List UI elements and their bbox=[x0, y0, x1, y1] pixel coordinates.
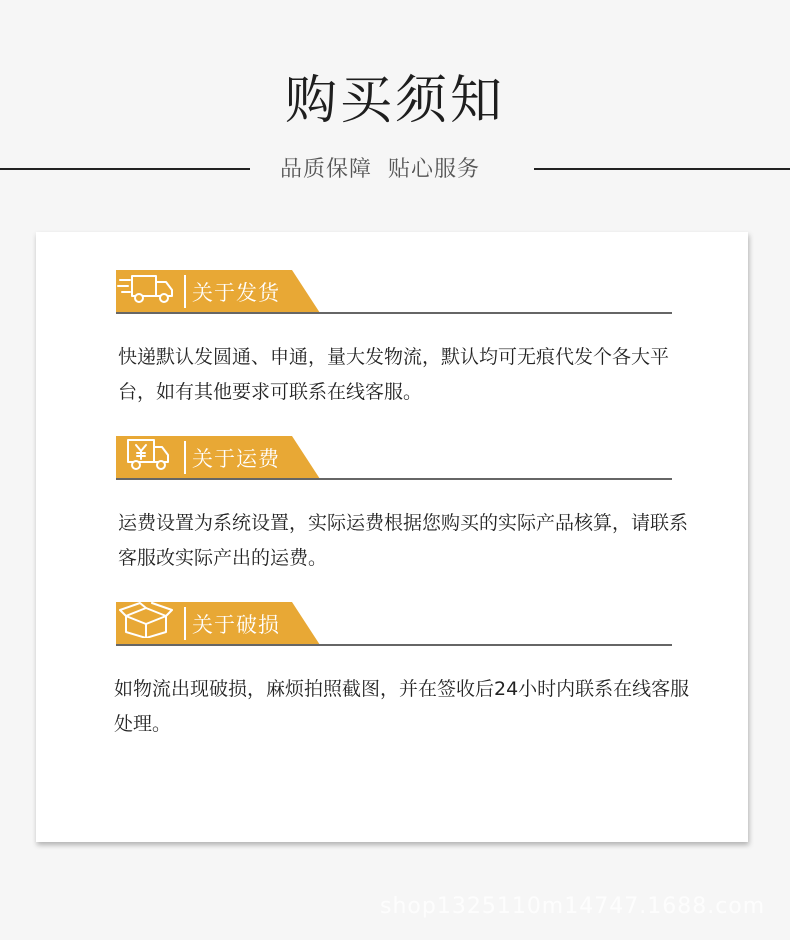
shipping-cost-truck-icon bbox=[116, 436, 176, 472]
section-underline bbox=[116, 478, 672, 480]
subtitle-right-rule bbox=[534, 168, 790, 170]
page-subtitle: 品质保障 贴心服务 bbox=[280, 157, 480, 182]
damaged-box-icon bbox=[116, 602, 176, 638]
section-body: 运费设置为系统设置，实际运费根据您购买的实际产品核算，请联系客服改实际产出的运费。 bbox=[118, 512, 689, 569]
section-header bbox=[116, 602, 672, 646]
section-body: 快递默认发圆通、申通，量大发物流，默认均可无痕代发个各大平台，如有其他要求可联系在线客服。 bbox=[118, 346, 670, 403]
section-header bbox=[116, 270, 672, 314]
section-badge bbox=[116, 270, 320, 313]
section-underline bbox=[116, 644, 672, 646]
badge-divider bbox=[184, 275, 186, 308]
section-title: 关于发货 bbox=[192, 281, 280, 305]
section-badge bbox=[116, 436, 320, 479]
section-title: 关于破损 bbox=[192, 613, 280, 637]
subtitle-left-rule bbox=[0, 168, 250, 170]
watermark: shop1325110m14747.1688.com bbox=[380, 894, 766, 919]
badge-divider bbox=[184, 441, 186, 474]
page-title: 购买须知 bbox=[284, 71, 505, 131]
badge-divider bbox=[184, 607, 186, 640]
section-underline bbox=[116, 312, 672, 314]
notice-card bbox=[36, 232, 748, 842]
section-header bbox=[116, 436, 672, 480]
section-title: 关于运费 bbox=[192, 447, 280, 471]
section-body: 如物流出现破损，麻烦拍照截图，并在签收后24小时内联系在线客服处理。 bbox=[114, 678, 690, 735]
delivery-truck-icon bbox=[116, 270, 176, 306]
subtitle-row bbox=[0, 150, 790, 186]
section-badge bbox=[116, 602, 320, 645]
